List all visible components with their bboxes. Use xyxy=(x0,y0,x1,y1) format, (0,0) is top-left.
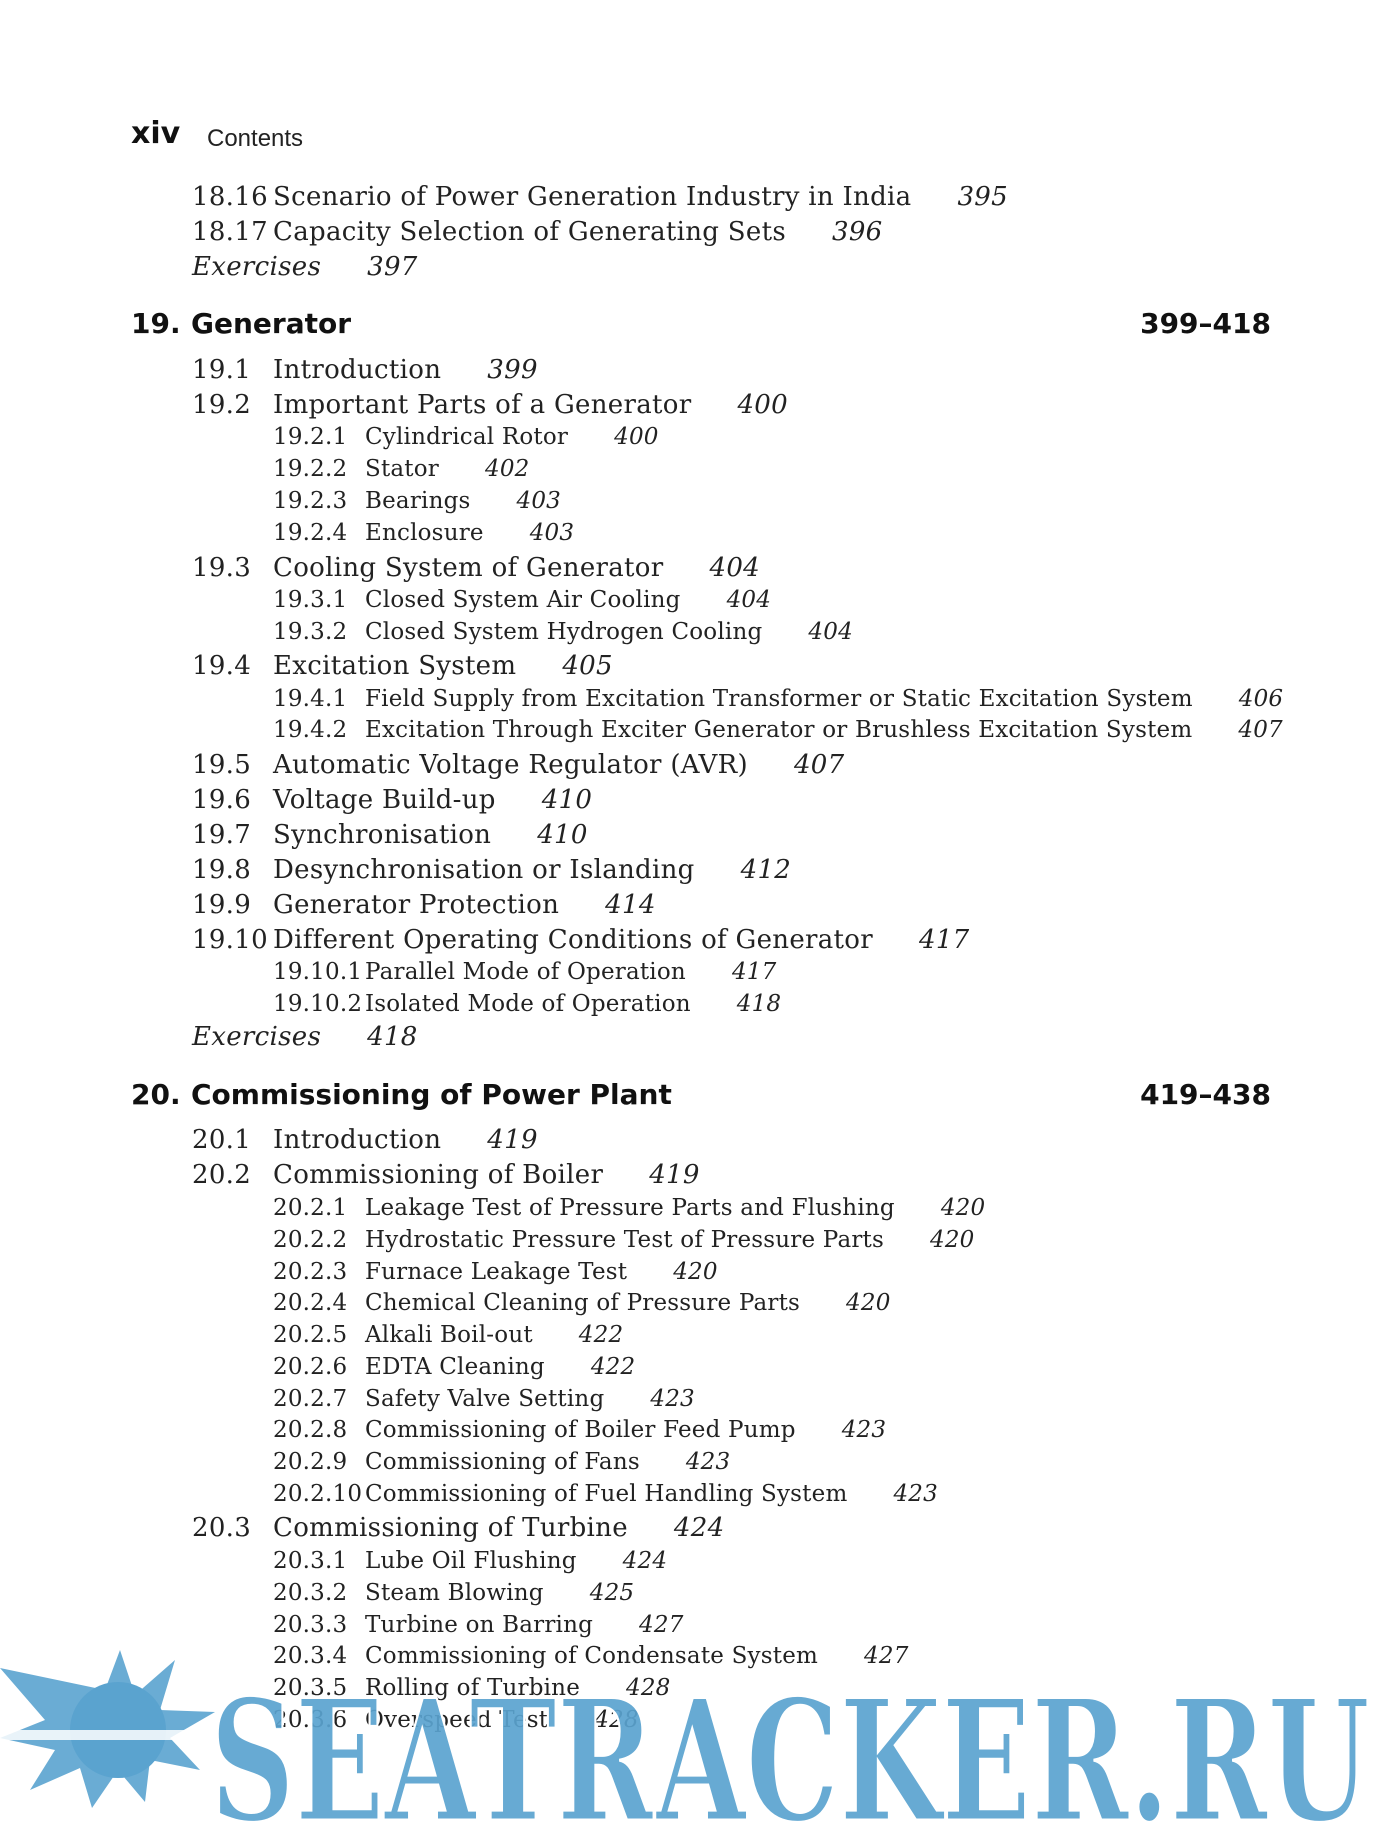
running-title: Contents xyxy=(207,125,304,152)
book-page: xiv Contents 18.16 Scenario of Power Generation Industry in India 395 18.17 Capacity Selection of Generating Sets 396 Exercises 397 19. Generator 399–418 19.1 Introduction 399 19.2 Important Parts of a Generator 400 19.2.1 Cylindrical Rotor 400 19.2.2 Stator 402 19.2.3 Bearings 403 19.2.4 Enclosure 403 19.3 Cooling System of Generator 404 19.3.1 Closed System Air Cooling 404 19.3.2 Closed System Hydrogen Cooling 404 19.4 Excitation System 405 19.4.1 Field Supply from Excitation Transformer or Static Excitation System 406 19.4.2 Excitation Through Exciter Generator or Brushless Excitation System 407 19.5 Automatic Voltage Regulator (AVR) 407 19.6 Voltage Build-up 410 19.7 Synchronisation 410 19.8 Desynchronisation or Islanding 412 19.9 Generator Protection 414 19.10 Different Operating Conditions of Generator 417 19.10.1 Parallel Mode of Operation 417 19.10.2 Isolated Mode of Operation 418 Exercises 418 20. Commissioning of Power Plant 419–438 20.1 Introduction 419 20.2 Commissioning of Boiler 419 20.2.1 Leakage Test of Pressure Parts and Flushing 420 20.2.2 Hydrostatic Pressure Test of Pressure Parts 420 20.2.3 Furnace Leakage Test 420 20.2.4 Chemical Cleaning of Pressure Parts 420 20.2.5 Alkali Boil-out 422 20.2.6 EDTA Cleaning 422 20.2.7 Safety Valve Setting 423 20.2.8 Commissioning of Boiler Feed Pump 423 20.2.9 Commissioning of Fans 423 20.2.10 Commissioning of Fuel Handling System 423 20.3 Commissioning of Turbine 424 20.3.1 Lube Oil Flushing 424 20.3.2 Steam Blowing 425 20.3.3 Turbine on Barring 427 20.3.4 Commissioning of Condensate System 427 20.3.5 Rolling of Turbine 428 20.3.6 Overspeed Test 428 SEATRACKER.RU xyxy=(0,0,1395,1848)
watermark xyxy=(0,1620,1395,1848)
page-number: xiv xyxy=(131,116,181,151)
sun-horizon xyxy=(0,1730,240,1740)
sun-icon xyxy=(0,1650,240,1808)
watermark-text: SEATRACKER.RU xyxy=(210,1662,1370,1848)
